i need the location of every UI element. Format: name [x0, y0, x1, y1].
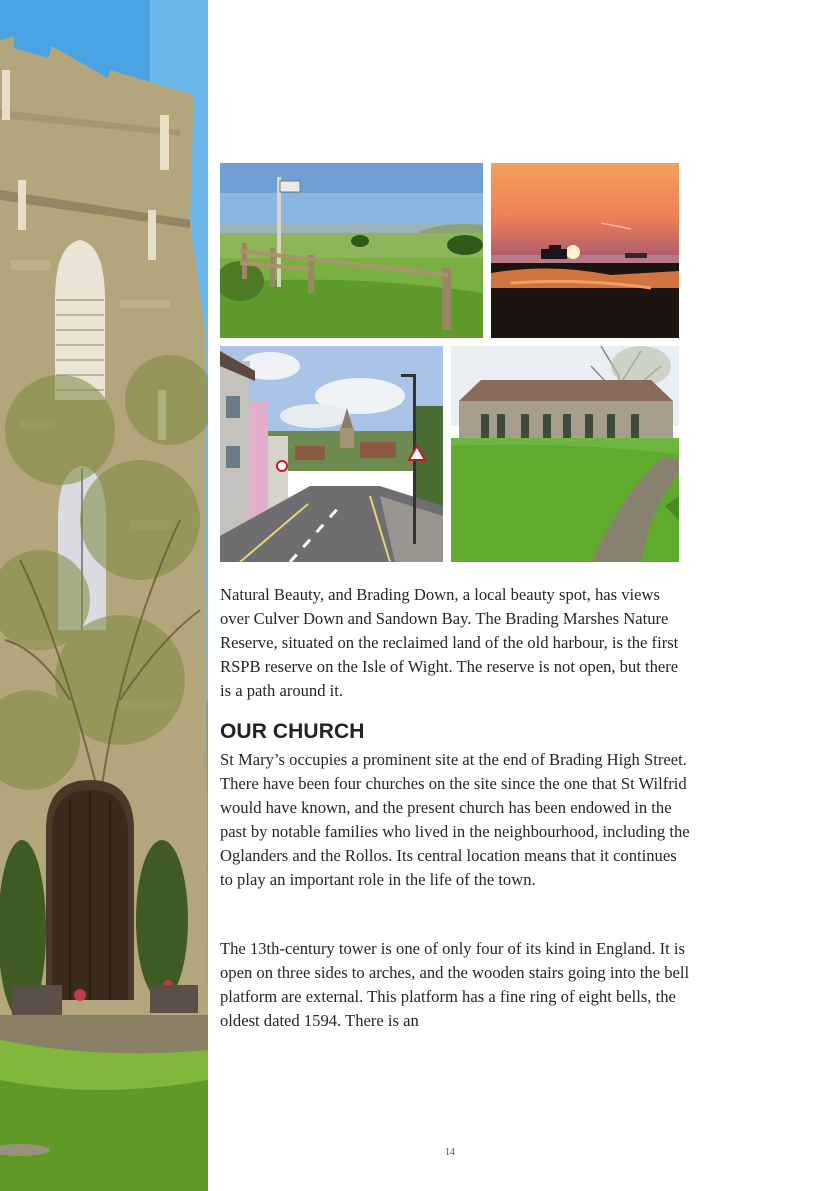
- high-street-photo: [220, 346, 443, 562]
- brading-down-photo: [220, 163, 483, 338]
- church-tower-photo: [0, 0, 208, 1191]
- intro-paragraph: Natural Beauty, and Brading Down, a local beauty spot, has views over Culver Down and Sandown Bay. The Brading Marshes Nature Reserve, situated on the reclaimed land of the old harbour, is the first RSPB reserve on the Isle of Wight. The reserve is not open, but there is a path around it.: [220, 585, 679, 700]
- section-heading-our-church: OUR CHURCH: [220, 720, 365, 743]
- page-number: 14: [445, 1147, 455, 1158]
- sunset-sea-photo: [491, 163, 679, 338]
- stone-hall-photo: [451, 346, 679, 562]
- tower-paragraph: The 13th-century tower is one of only four of its kind in England. It is open on three sides to arches, and the wooden stairs going into the bell platform are external. This platform has a fine ring of eight bells, the oldest dated 1594. There is an: [220, 939, 690, 1030]
- church-paragraph: St Mary’s occupies a prominent site at the end of Brading High Street. There have been four churches on the site since the one that St Wilfrid would have known, and the present church has been endowed in the past by notable families who lived in the neighbourhood, including the Oglanders and the Rollos. Its central location means that it continues to play an important role in the life of the town.: [220, 750, 690, 889]
